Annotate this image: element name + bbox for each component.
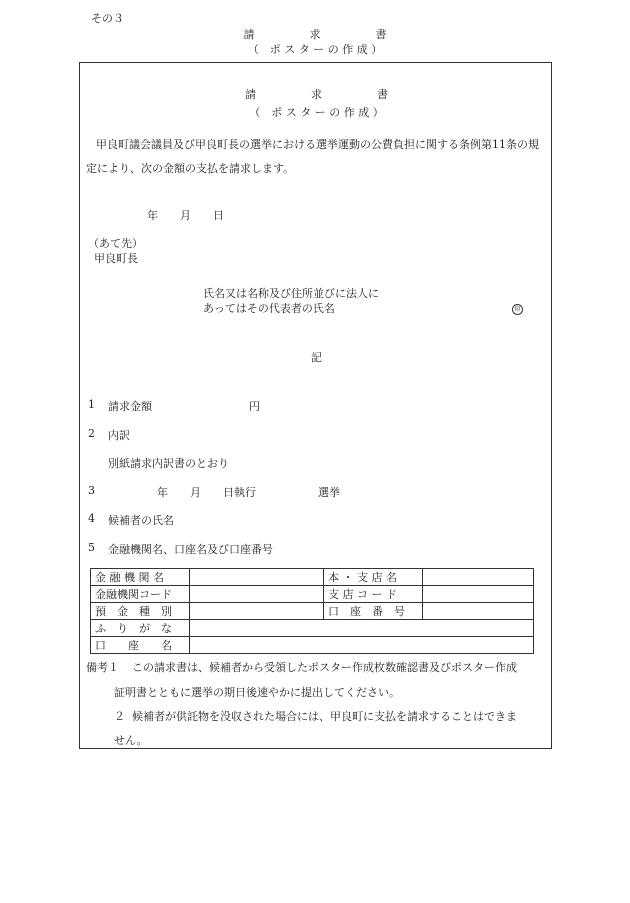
item-3-number: 3 (88, 484, 95, 497)
table-row (91, 637, 534, 654)
item-2-label: 内訳 (108, 429, 130, 442)
deposit-type-label: 預 金 種 別 (91, 603, 190, 620)
item-4-number: 4 (88, 512, 95, 525)
bank-code-field[interactable] (190, 586, 324, 603)
furigana-field[interactable] (190, 620, 534, 637)
table-row (91, 603, 534, 620)
furigana-label: ふ り が な (91, 620, 190, 637)
bank-name-label: 金 融 機 関 名 (91, 569, 190, 586)
note-1-text-line1: この請求書は、候補者から受領したポスター作成枚数確認書及びポスター作成 (132, 661, 517, 674)
account-number-field[interactable] (423, 603, 534, 620)
branch-code-label: 支 店 コ ー ド (324, 586, 423, 603)
branch-code-field[interactable] (423, 586, 534, 603)
intro-paragraph: 甲良町議会議員及び甲良町長の選挙における選挙運動の公費負担に関する条例第11条の規定により、次の金額の支払を請求します。 (86, 138, 539, 175)
item-1-label: 請求金額 (108, 400, 152, 413)
note-1-label: 備考１ (86, 661, 119, 674)
ki-heading: 記 (311, 351, 322, 364)
addressee-label: （あて先） (88, 237, 143, 250)
addressee: 甲良町長 (94, 252, 138, 265)
bank-code-label: 金融機関コード (91, 586, 190, 603)
note-2-label: ２ (114, 710, 125, 723)
item-5-number: 5 (88, 541, 95, 554)
table-row (91, 569, 534, 586)
claim-form (79, 62, 552, 749)
claimant-label-line1: 氏名又は名称及び住所並びに法人に (203, 287, 379, 300)
form-title: 請 求 書 (245, 88, 388, 101)
branch-name-label: 本 ・ 支 店 名 (324, 569, 423, 586)
claimant-label-line2: あってはその代表者の氏名 (203, 302, 335, 315)
item-3-suffix: 選挙 (318, 486, 340, 499)
note-2-text-line1: 候補者が供託物を没収された場合には、甲良町に支払を請求することはできま (132, 710, 517, 723)
deposit-type-field[interactable] (190, 603, 324, 620)
note-1-text-line2: 証明書とともに選挙の期日後速やかに提出してください。 (114, 686, 400, 699)
item-1-number: 1 (88, 398, 95, 411)
item-4-label: 候補者の氏名 (108, 514, 174, 527)
form-number: その３ (91, 12, 124, 25)
account-number-label: 口 座 番 号 (324, 603, 423, 620)
item-2-detail: 別紙請求内訳書のとおり (108, 457, 229, 470)
page-title: 請 求 書 (243, 28, 387, 41)
page-subtitle: （ ポ ス タ ー の 作 成 ） (247, 43, 383, 56)
account-name-field[interactable] (190, 637, 534, 654)
branch-name-field[interactable] (423, 569, 534, 586)
bank-account-table (90, 568, 534, 654)
date-line: 年 月 日 (147, 209, 224, 222)
account-name-label: 口 座 名 (91, 637, 190, 654)
item-3-label: 年 月 日執行 (157, 486, 256, 499)
seal-mark: 印 (512, 301, 523, 315)
table-row (91, 620, 534, 637)
table-row (91, 586, 534, 603)
form-subtitle: （ ポ ス タ ー の 作 成 ） (249, 106, 384, 119)
item-1-unit: 円 (249, 400, 260, 413)
item-5-label: 金融機関名、口座名及び口座番号 (108, 543, 273, 556)
item-2-number: 2 (88, 427, 95, 440)
note-2-text-line2: せん。 (114, 734, 148, 747)
bank-name-field[interactable] (190, 569, 324, 586)
